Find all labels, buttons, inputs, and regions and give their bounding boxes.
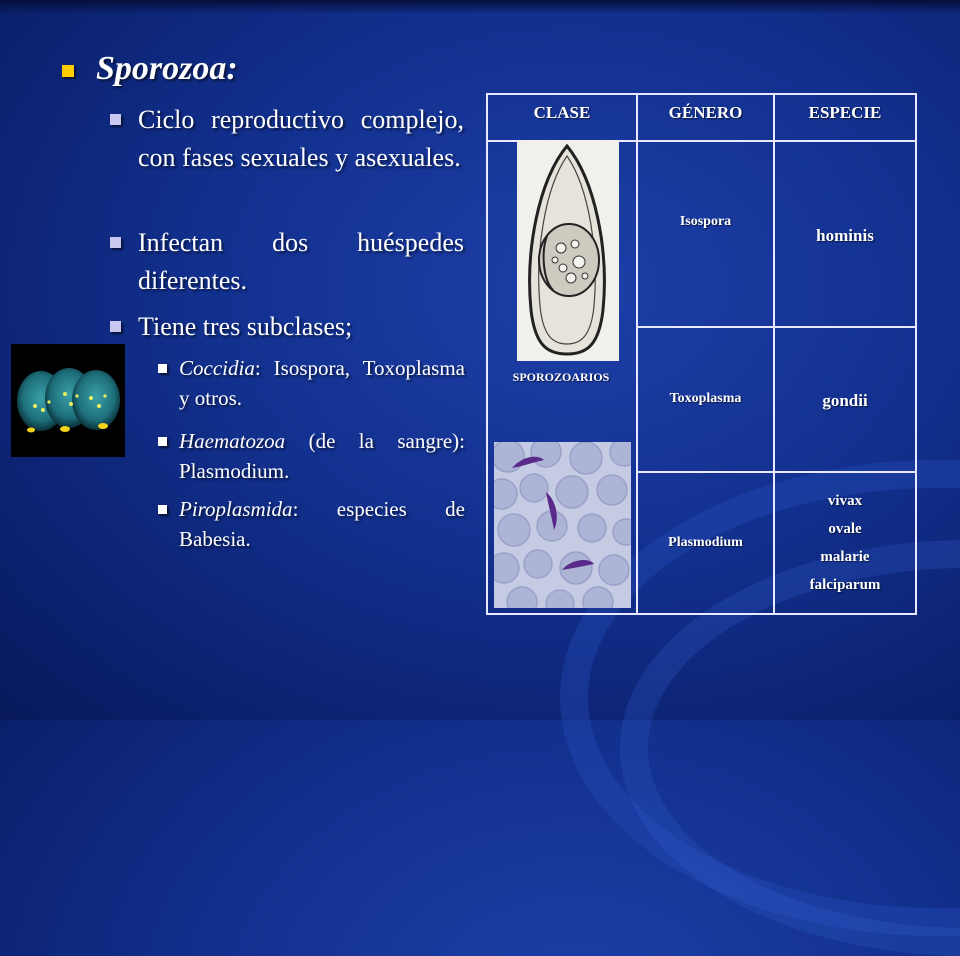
bullet-infectan: Infectan dos huéspedes diferentes. (138, 228, 464, 295)
bullet-marker (110, 321, 121, 332)
bullet-marker (110, 237, 121, 248)
header-genero: GÉNERO (637, 94, 774, 141)
bullet-text: : Isospora, Toxoplasma y otros. (179, 356, 465, 410)
especie-list (774, 472, 916, 614)
bullet-piroplasmida (179, 494, 465, 554)
blood-smear-image (494, 442, 631, 608)
especie-gondii: gondii (774, 327, 916, 472)
fluorescent-parasite-image (11, 344, 125, 457)
bullet-text: : especies de Babesia. (179, 497, 465, 551)
top-shadow (0, 0, 960, 14)
bullet-subclases: Tiene tres subclases; (138, 312, 353, 341)
term-haematozoa: Haematozoa (179, 429, 286, 453)
especie-falciparum: falciparum (809, 577, 881, 593)
especie-vivax: vivax (827, 493, 863, 509)
bullet-coccidia (179, 353, 465, 413)
header-clase: CLASE (487, 94, 637, 141)
bullet-marker (158, 505, 167, 514)
genero-isospora: Isospora (637, 141, 774, 327)
clase-sporozoarios: SPOROZOARIOS (512, 370, 610, 384)
heading-bullet (62, 65, 74, 77)
bullet-marker (110, 114, 121, 125)
bullet-marker (158, 364, 167, 373)
especie-malarie: malarie (820, 549, 870, 565)
genero-toxoplasma: Toxoplasma (637, 327, 774, 472)
table-header-row (487, 94, 916, 141)
bullet-marker (158, 437, 167, 446)
header-especie: ESPECIE (774, 94, 916, 141)
slide-heading: Sporozoa: (96, 50, 238, 87)
isospora-oocyst-drawing (517, 140, 619, 361)
term-coccidia: Coccidia (179, 356, 255, 380)
especie-hominis: hominis (774, 141, 916, 327)
bullet-text: (de la sangre): Plasmodium. (179, 429, 465, 483)
especie-ovale: ovale (828, 521, 862, 537)
bullet-haematozoa (179, 426, 465, 486)
genero-plasmodium: Plasmodium (637, 472, 774, 614)
term-piroplasmida: Piroplasmida (179, 497, 293, 521)
bullet-ciclo: Ciclo reproductivo complejo, con fases sexuales y asexuales. (138, 105, 464, 172)
